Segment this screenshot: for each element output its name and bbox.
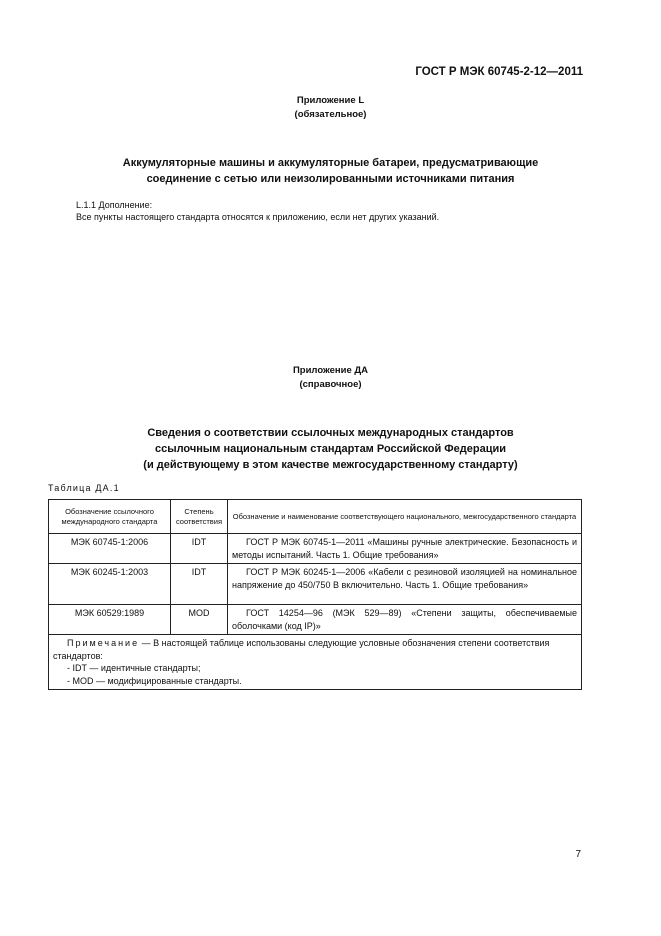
cell-national: ГОСТ Р МЭК 60245-1—2006 «Кабели с резиновой изоляцией на номинальное напряжение до 450/750 В включительно. Часть 1. Общие требования» (228, 564, 582, 605)
page-number: 7 (575, 849, 581, 860)
cell-national: ГОСТ Р МЭК 60745-1—2011 «Машины ручные электрические. Безопасность и методы испытаний. Часть 1. Общие требования» (228, 534, 582, 564)
clause-l-1-1-text: Все пункты настоящего стандарта относятся к приложению, если нет других указаний. (76, 212, 440, 222)
note-item-mod: - MOD — модифицированные стандарты. (67, 675, 242, 686)
note-paragraph (53, 637, 577, 662)
annex-l-title: Приложение L (296, 95, 365, 106)
document-code: ГОСТ Р МЭК 60745-2-12—2011 (415, 66, 583, 78)
annex-l-heading-line-1: Аккумуляторные машины и аккумуляторные батареи, предусматривающие (122, 157, 539, 169)
cell-intl: МЭК 60745-1:2006 (49, 534, 171, 564)
column-header-national: Обозначение и наименование соответствующего национального, межгосударственного стандарта (228, 500, 582, 534)
column-header-intl: Обозначение ссылочного международного стандарта (49, 500, 171, 534)
reference-table (48, 499, 582, 690)
table-row (49, 605, 582, 635)
clause-l-1-1: L.1.1 Дополнение: (76, 200, 153, 210)
annex-da-heading-line-3: (и действующему в этом качестве межгосударственному стандарту) (143, 459, 518, 471)
annex-da-title: Приложение ДА (292, 365, 369, 376)
annex-da-title-block (0, 364, 661, 392)
annex-l-title-block (0, 94, 661, 122)
annex-da-heading-line-1: Сведения о соответствии ссылочных международных стандартов (147, 427, 514, 439)
column-header-degree: Степень соответствия (171, 500, 228, 534)
annex-l-heading (0, 155, 661, 187)
cell-degree: MOD (171, 605, 228, 635)
table-row (49, 564, 582, 605)
cell-national: ГОСТ 14254—96 (МЭК 529—89) «Степени защиты, обеспечиваемые оболочками (код IP)» (228, 605, 582, 635)
annex-da-status: (справочное) (299, 379, 362, 390)
table-header-row (49, 500, 582, 534)
cell-degree: IDT (171, 564, 228, 605)
table-note (49, 635, 582, 690)
cell-intl: МЭК 60529:1989 (49, 605, 171, 635)
table-note-row (49, 635, 582, 690)
cell-intl: МЭК 60245-1:2003 (49, 564, 171, 605)
annex-da-heading-line-2: ссылочным национальным стандартам Российской Федерации (154, 443, 507, 455)
table-label: Таблица ДА.1 (48, 483, 120, 493)
note-text: — В настоящей таблице использованы следующие условные обозначения степени соответствия стандартов: (53, 638, 550, 661)
cell-degree: IDT (171, 534, 228, 564)
note-item-idt: - IDT — идентичные стандарты; (67, 663, 201, 673)
note-heading: Примечание (67, 638, 140, 648)
annex-l-status: (обязательное) (294, 109, 367, 120)
annex-da-heading (0, 425, 661, 473)
table-row (49, 534, 582, 564)
annex-l-heading-line-2: соединение с сетью или неизолированными источниками питания (146, 173, 515, 185)
